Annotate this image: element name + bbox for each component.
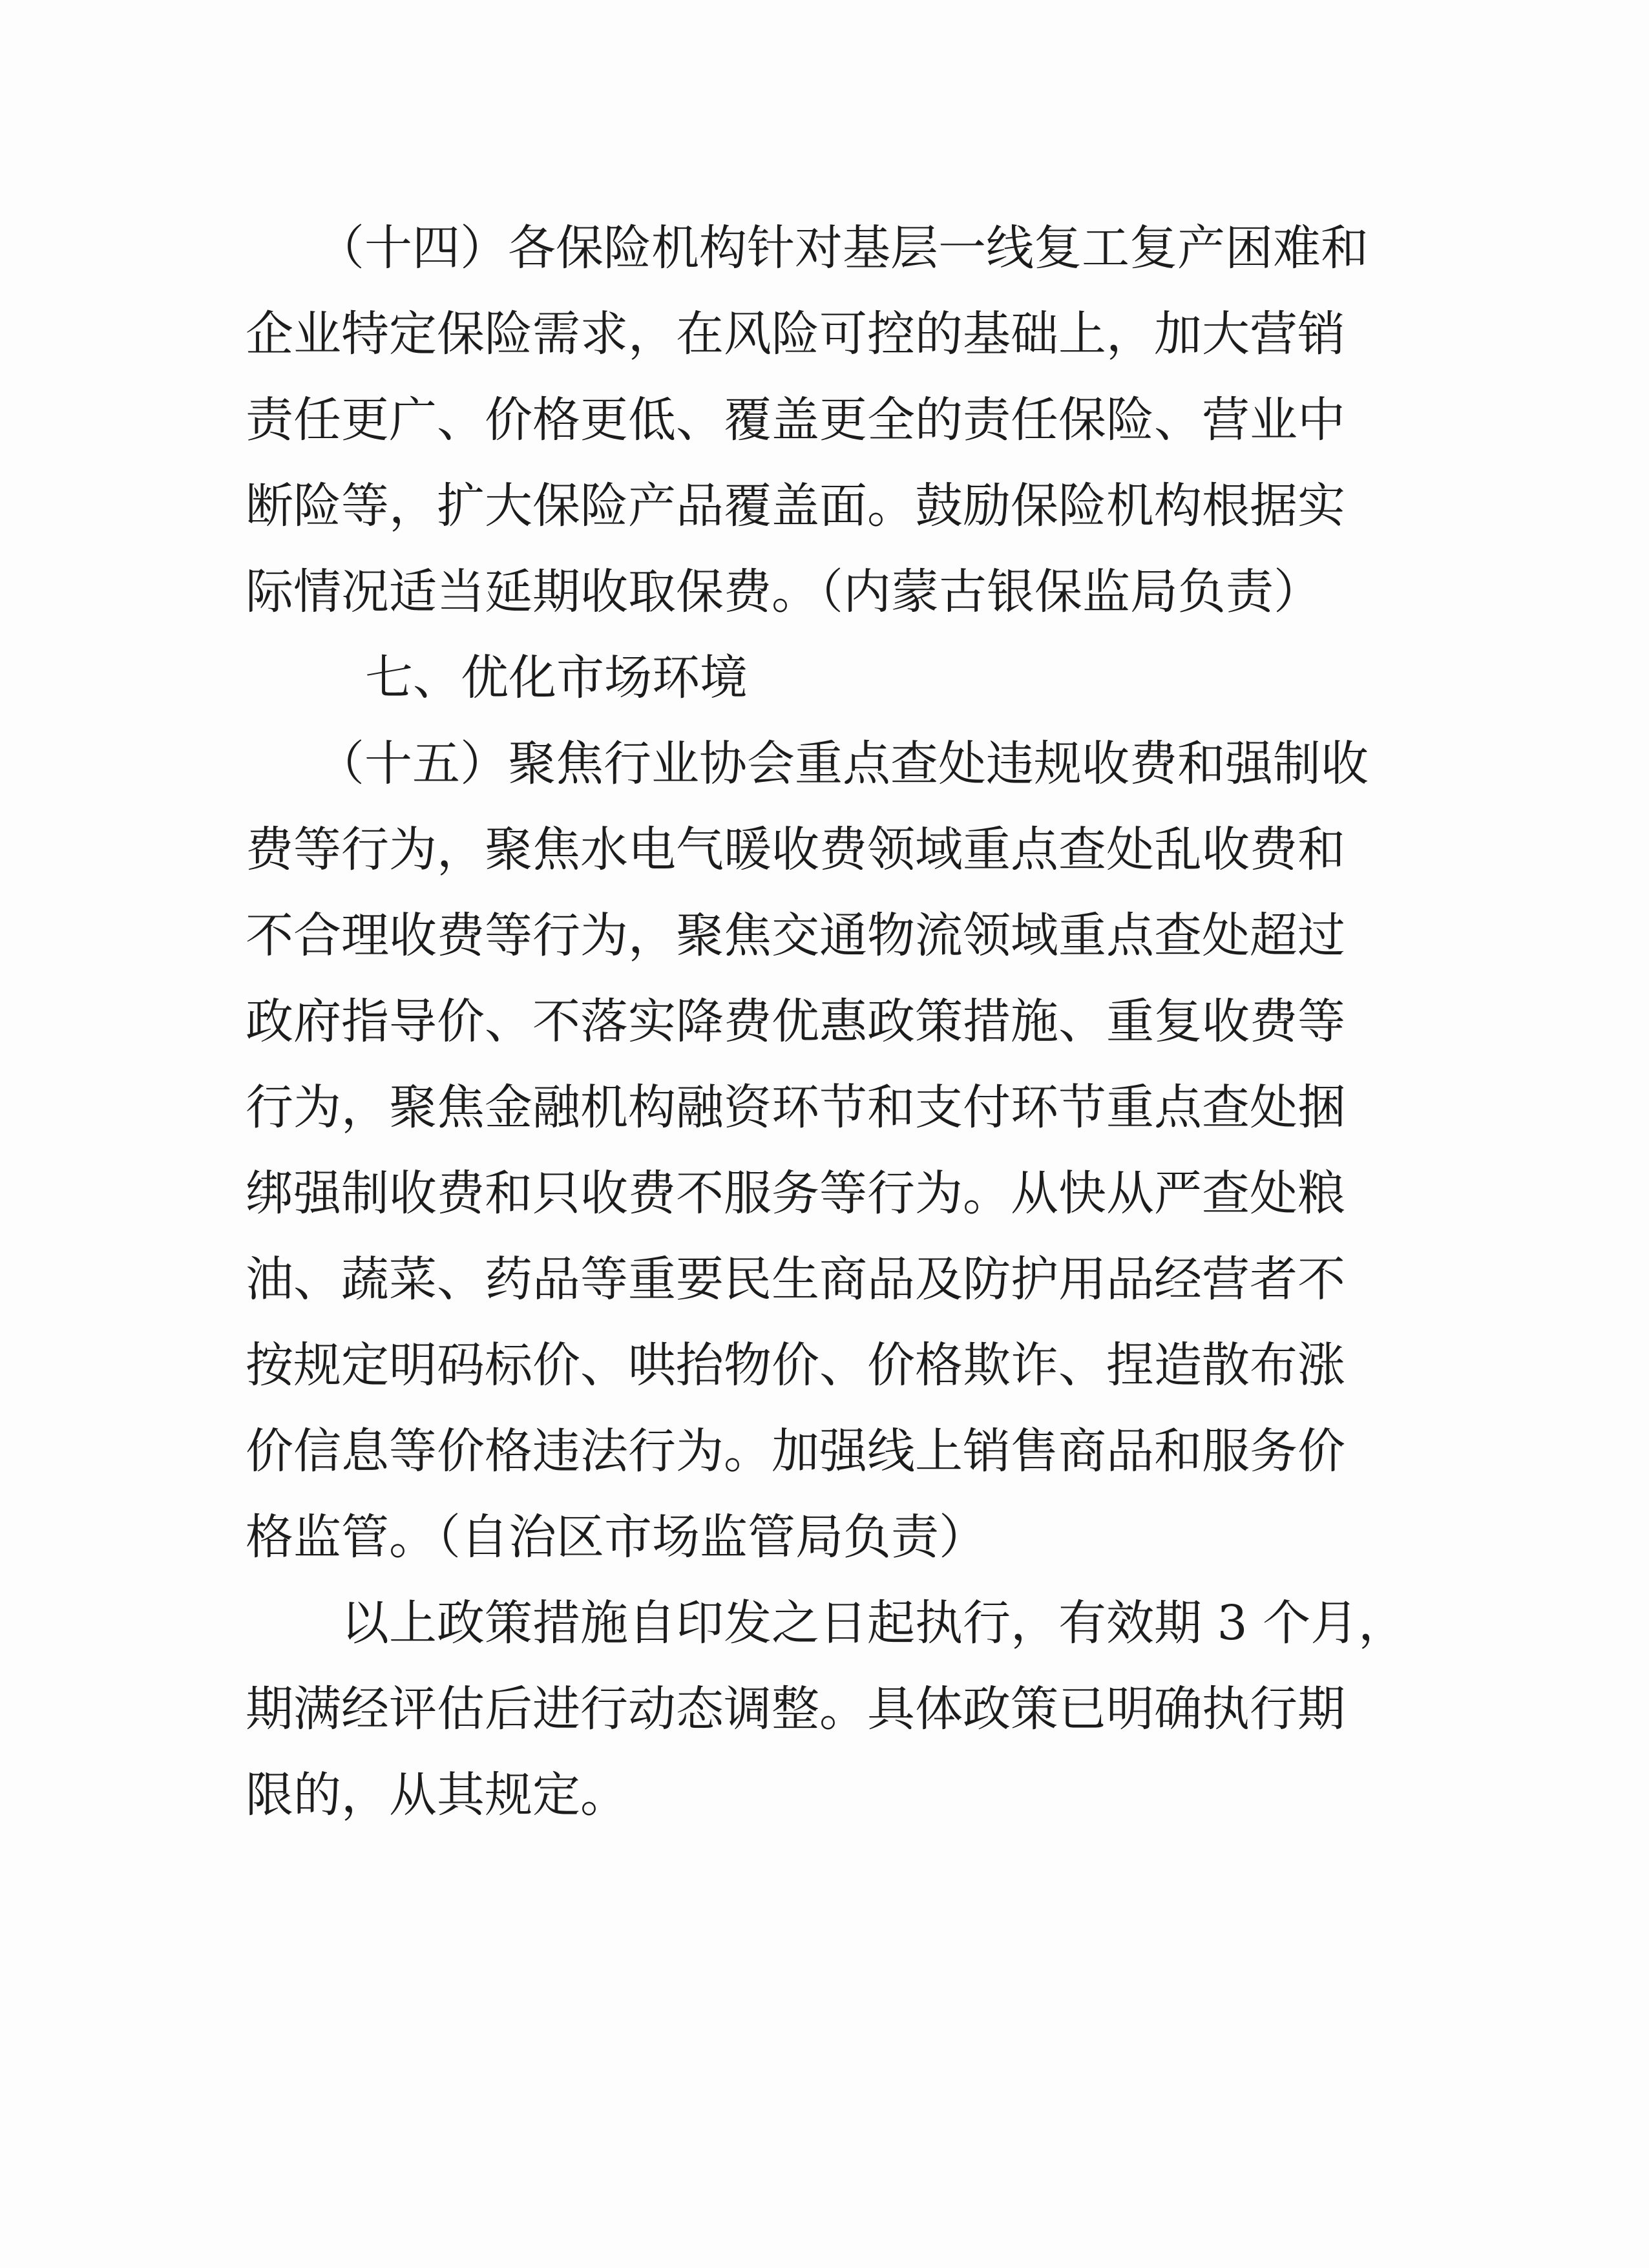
text-line: （十四）各保险机构针对基层一线复工复产困难和 xyxy=(317,220,1369,276)
paragraph-item-15 xyxy=(246,721,1409,1580)
text-line: 费等行为，聚焦水电气暖收费领域重点查处乱收费和 xyxy=(246,822,1345,877)
text-line: 不合理收费等行为，聚焦交通物流领域重点查处超过 xyxy=(246,908,1345,963)
text-line: 企业特定保险需求，在风险可控的基础上，加大营销 xyxy=(246,306,1345,362)
text-line: 按规定明码标价、哄抬物价、价格欺诈、捏造散布涨 xyxy=(246,1338,1345,1393)
text-line: （十五）聚焦行业协会重点查处违规收费和强制收 xyxy=(317,736,1369,792)
section-heading-text: 七、优化市场环境 xyxy=(365,650,748,706)
text-line: 限的，从其规定。 xyxy=(246,1767,628,1823)
text-line: 价信息等价格违法行为。加强线上销售商品和服务价 xyxy=(246,1423,1345,1479)
text-line: 际情况适当延期收取保费。（内蒙古银保监局负责） xyxy=(246,564,1321,620)
section-heading-7 xyxy=(246,635,1409,721)
text-line: 行为，聚焦金融机构融资环节和支付环节重点查处捆 xyxy=(246,1080,1345,1135)
text-line: 以上政策措施自印发之日起执行，有效期 3 个月， xyxy=(341,1595,1407,1651)
paragraph-item-14 xyxy=(246,205,1409,635)
text-line: 格监管。（自治区市场监管局负责） xyxy=(246,1509,987,1565)
text-line: 责任更广、价格更低、覆盖更全的责任保险、营业中 xyxy=(246,392,1345,448)
text-line: 绑强制收费和只收费不服务等行为。从快从严查处粮 xyxy=(246,1166,1345,1221)
paragraph-closing xyxy=(246,1580,1409,1838)
text-line: 断险等，扩大保险产品覆盖面。鼓励保险机构根据实 xyxy=(246,478,1345,534)
text-line: 期满经评估后进行动态调整。具体政策已明确执行期 xyxy=(246,1681,1345,1737)
document-body xyxy=(246,205,1409,1838)
text-line: 政府指导价、不落实降费优惠政策措施、重复收费等 xyxy=(246,994,1345,1049)
text-line: 油、蔬菜、药品等重要民生商品及防护用品经营者不 xyxy=(246,1252,1345,1307)
